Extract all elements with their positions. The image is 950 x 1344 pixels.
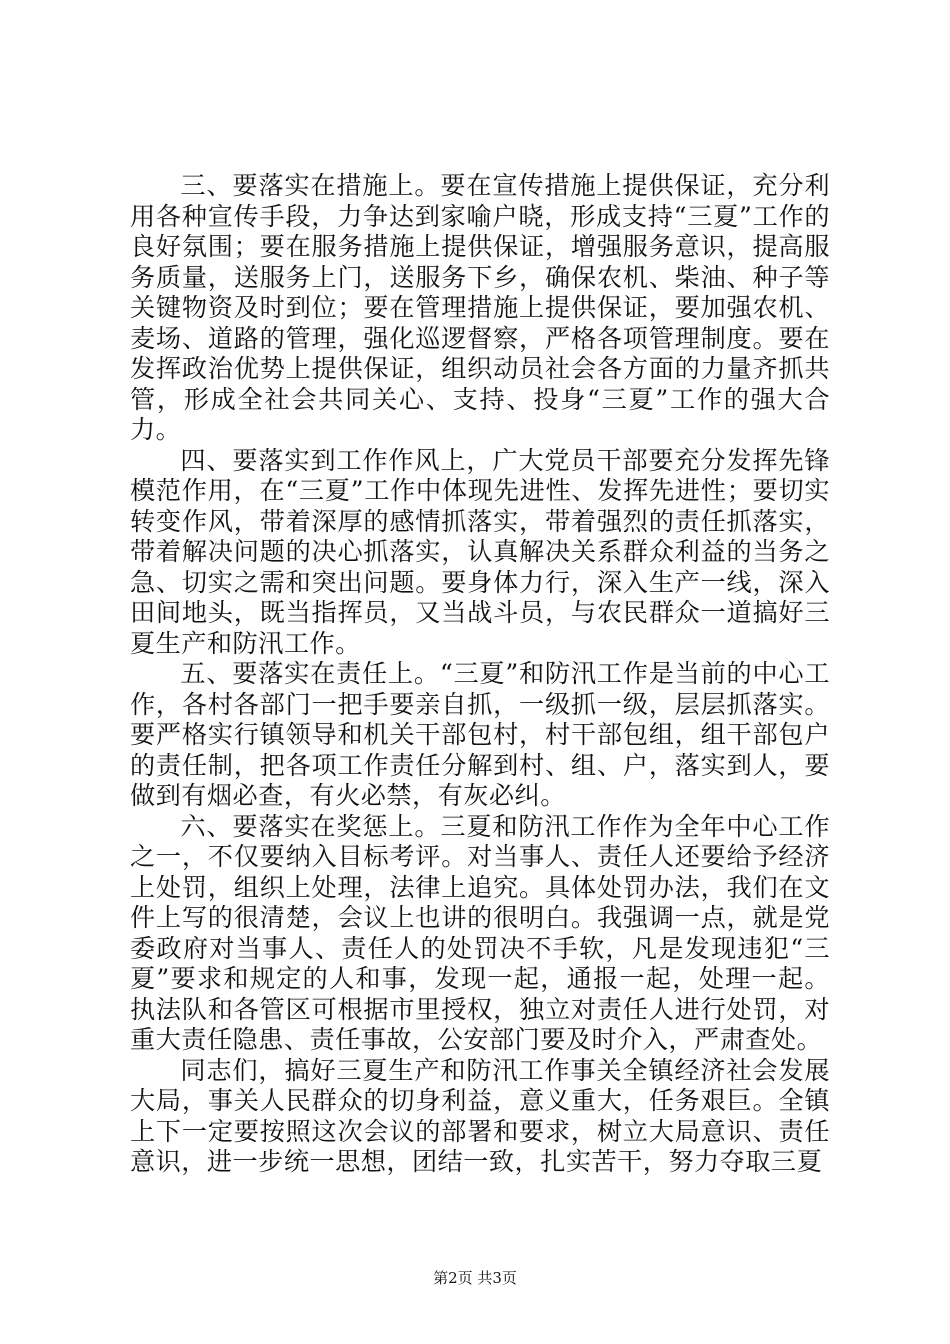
document-body: [130, 171, 830, 1178]
paragraph-measures: 三、要落实在措施上。要在宣传措施上提供保证，充分利用各种宣传手段，力争达到家喻户晓，形成支持“三夏”工作的良好氛围；要在服务措施上提供保证，增强服务意识，提高服务质量，送服务上门，送服务下乡，确保农机、柴油、种子等关键物资及时到位；要在管理措施上提供保证，要加强农机、麦场、道路的管理，强化巡逻督察，严格各项管理制度。要在发挥政治优势上提供保证，组织动员社会各方面的力量齐抓共管，形成全社会共同关心、支持、投身“三夏”工作的强大合力。: [130, 171, 830, 444]
page-number-footer: 第2页 共3页: [433, 1269, 517, 1287]
paragraph-work-style: 四、要落实到工作作风上，广大党员干部要充分发挥先锋模范作用，在“三夏”工作中体现先进性、发挥先进性；要切实转变作风，带着深厚的感情抓落实，带着强烈的责任抓落实，带着解决问题的决心抓落实，认真解决关系群众利益的当务之急、切实之需和突出问题。要身体力行，深入生产一线，深入田间地头，既当指挥员，又当战斗员，与农民群众一道搞好三夏生产和防汛工作。: [130, 445, 830, 658]
paragraph-rewards-penalties: 六、要落实在奖惩上。三夏和防汛工作作为全年中心工作之一，不仅要纳入目标考评。对当事人、责任人还要给予经济上处罚，组织上处理，法律上追究。具体处罚办法，我们在文件上写的很清楚，会议上也讲的很明白。我强调一点，就是党委政府对当事人、责任人的处罚决不手软，凡是发现违犯“三夏”要求和规定的人和事，发现一起，通报一起，处理一起。执法队和各管区可根据市里授权，独立对责任人进行处罚，对重大责任隐患、责任事故，公安部门要及时介入，严肃查处。: [130, 811, 830, 1054]
paragraph-responsibility: 五、要落实在责任上。“三夏”和防汛工作是当前的中心工作，各村各部门一把手要亲自抓，一级抓一级，层层抓落实。要严格实行镇领导和机关干部包村，村干部包组，组干部包户的责任制，把各项工作责任分解到村、组、户，落实到人，要做到有烟必查，有火必禁，有灰必纠。: [130, 659, 830, 810]
paragraph-closing: 同志们，搞好三夏生产和防汛工作事关全镇经济社会发展大局，事关人民群众的切身利益，意义重大，任务艰巨。全镇上下一定要按照这次会议的部署和要求，树立大局意识、责任意识，进一步统一思想，团结一致，扎实苦干，努力夺取三夏: [130, 1055, 830, 1176]
